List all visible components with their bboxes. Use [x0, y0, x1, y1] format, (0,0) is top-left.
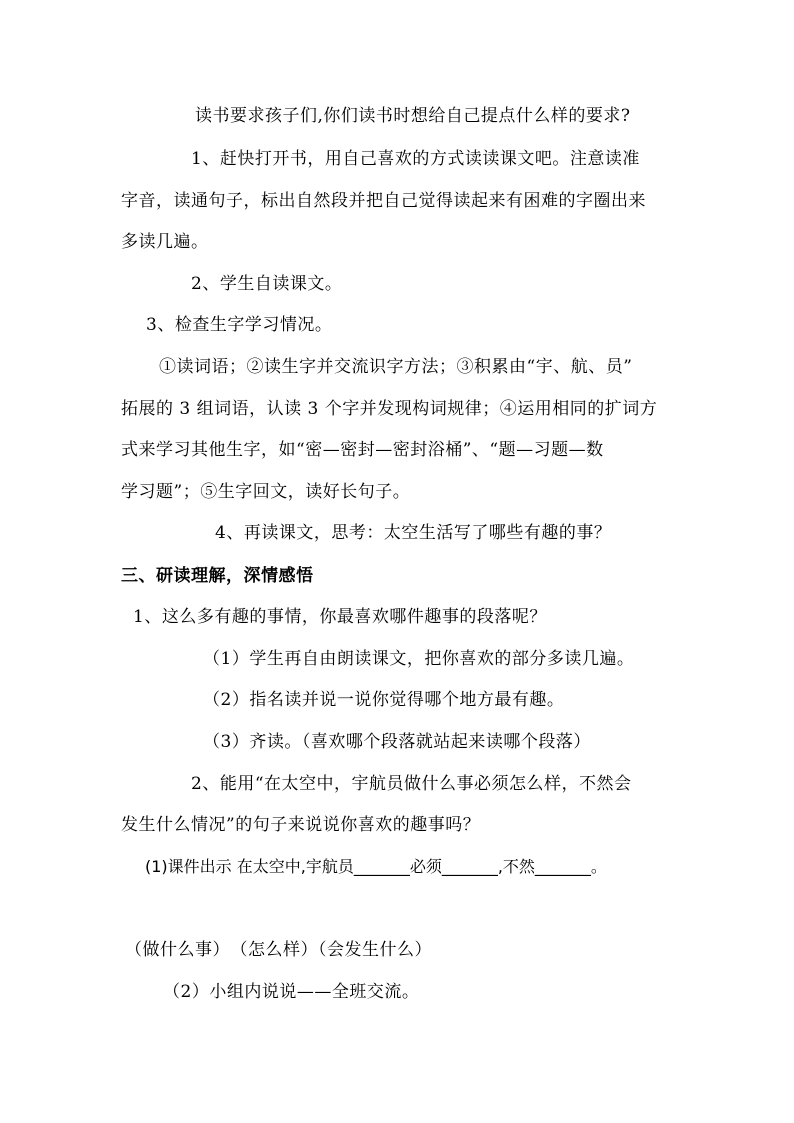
- line-step-4: 4、再读课文，思考：太空生活写了哪些有趣的事？: [215, 523, 612, 543]
- line-step-1-cont: 字音，读通句子，标出自然段并把自己觉得读起来有困难的字圈出来: [121, 191, 646, 211]
- line-reading-requirements: 读书要求孩子们,你们读书时想给自己提点什么样的要求?: [195, 106, 631, 126]
- line-step-3-detail-2: 拓展的 3 组词语，认读 3 个字并发现构词规律；④运用相同的扩词方: [121, 399, 658, 419]
- line-section3-q1-c: （3）齐读。（喜欢哪个段落就站起来读哪个段落）: [203, 732, 591, 752]
- line-step-3: 3、检查生字学习情况。: [146, 315, 333, 335]
- line-section3-q1-b: （2）指名读并说一说你觉得哪个地方最有趣。: [203, 690, 565, 710]
- line-section3-q1-a: （1）学生再自由朗读课文，把你喜欢的部分多读几遍。: [203, 649, 635, 669]
- line-blank-hints: （做什么事） （怎么样）（会发生什么）: [125, 940, 432, 960]
- line-step-2: 2、学生自读课文。: [191, 274, 343, 294]
- line-section3-q2-cont: 发生什么情况”的句子来说说你喜欢的趣事吗？: [121, 815, 481, 835]
- line-step-3-detail-4: 学习题”；⑤生字回文，读好长句子。: [121, 482, 411, 502]
- line-section3-q1: 1、这么多有趣的事情，你最喜欢哪件趣事的段落呢？: [133, 607, 547, 627]
- line-step-3-detail: ①读词语；②读生字并交流识字方法；③积累由“宇、航、员”: [159, 357, 633, 377]
- line-step-3-detail-3: 式来学习其他生字，如“密—密封—密封浴桶”、“题—习题—数: [121, 440, 604, 460]
- line-section3-q2: 2、能用“在太空中，宇航员做什么事必须怎么样，不然会: [191, 774, 632, 794]
- section-heading-3: 三、研读理解，深情感悟: [121, 566, 314, 586]
- line-group-discussion: （2）小组内说说——全班交流。: [163, 982, 420, 1002]
- line-step-1-end: 多读几遍。: [121, 232, 209, 252]
- line-courseware-prompt: (1)课件出示 在太空中,宇航员_______必须_______,不然_______。: [145, 857, 607, 876]
- line-step-1: 1、赶快打开书，用自己喜欢的方式读读课文吧。注意读准: [191, 149, 640, 169]
